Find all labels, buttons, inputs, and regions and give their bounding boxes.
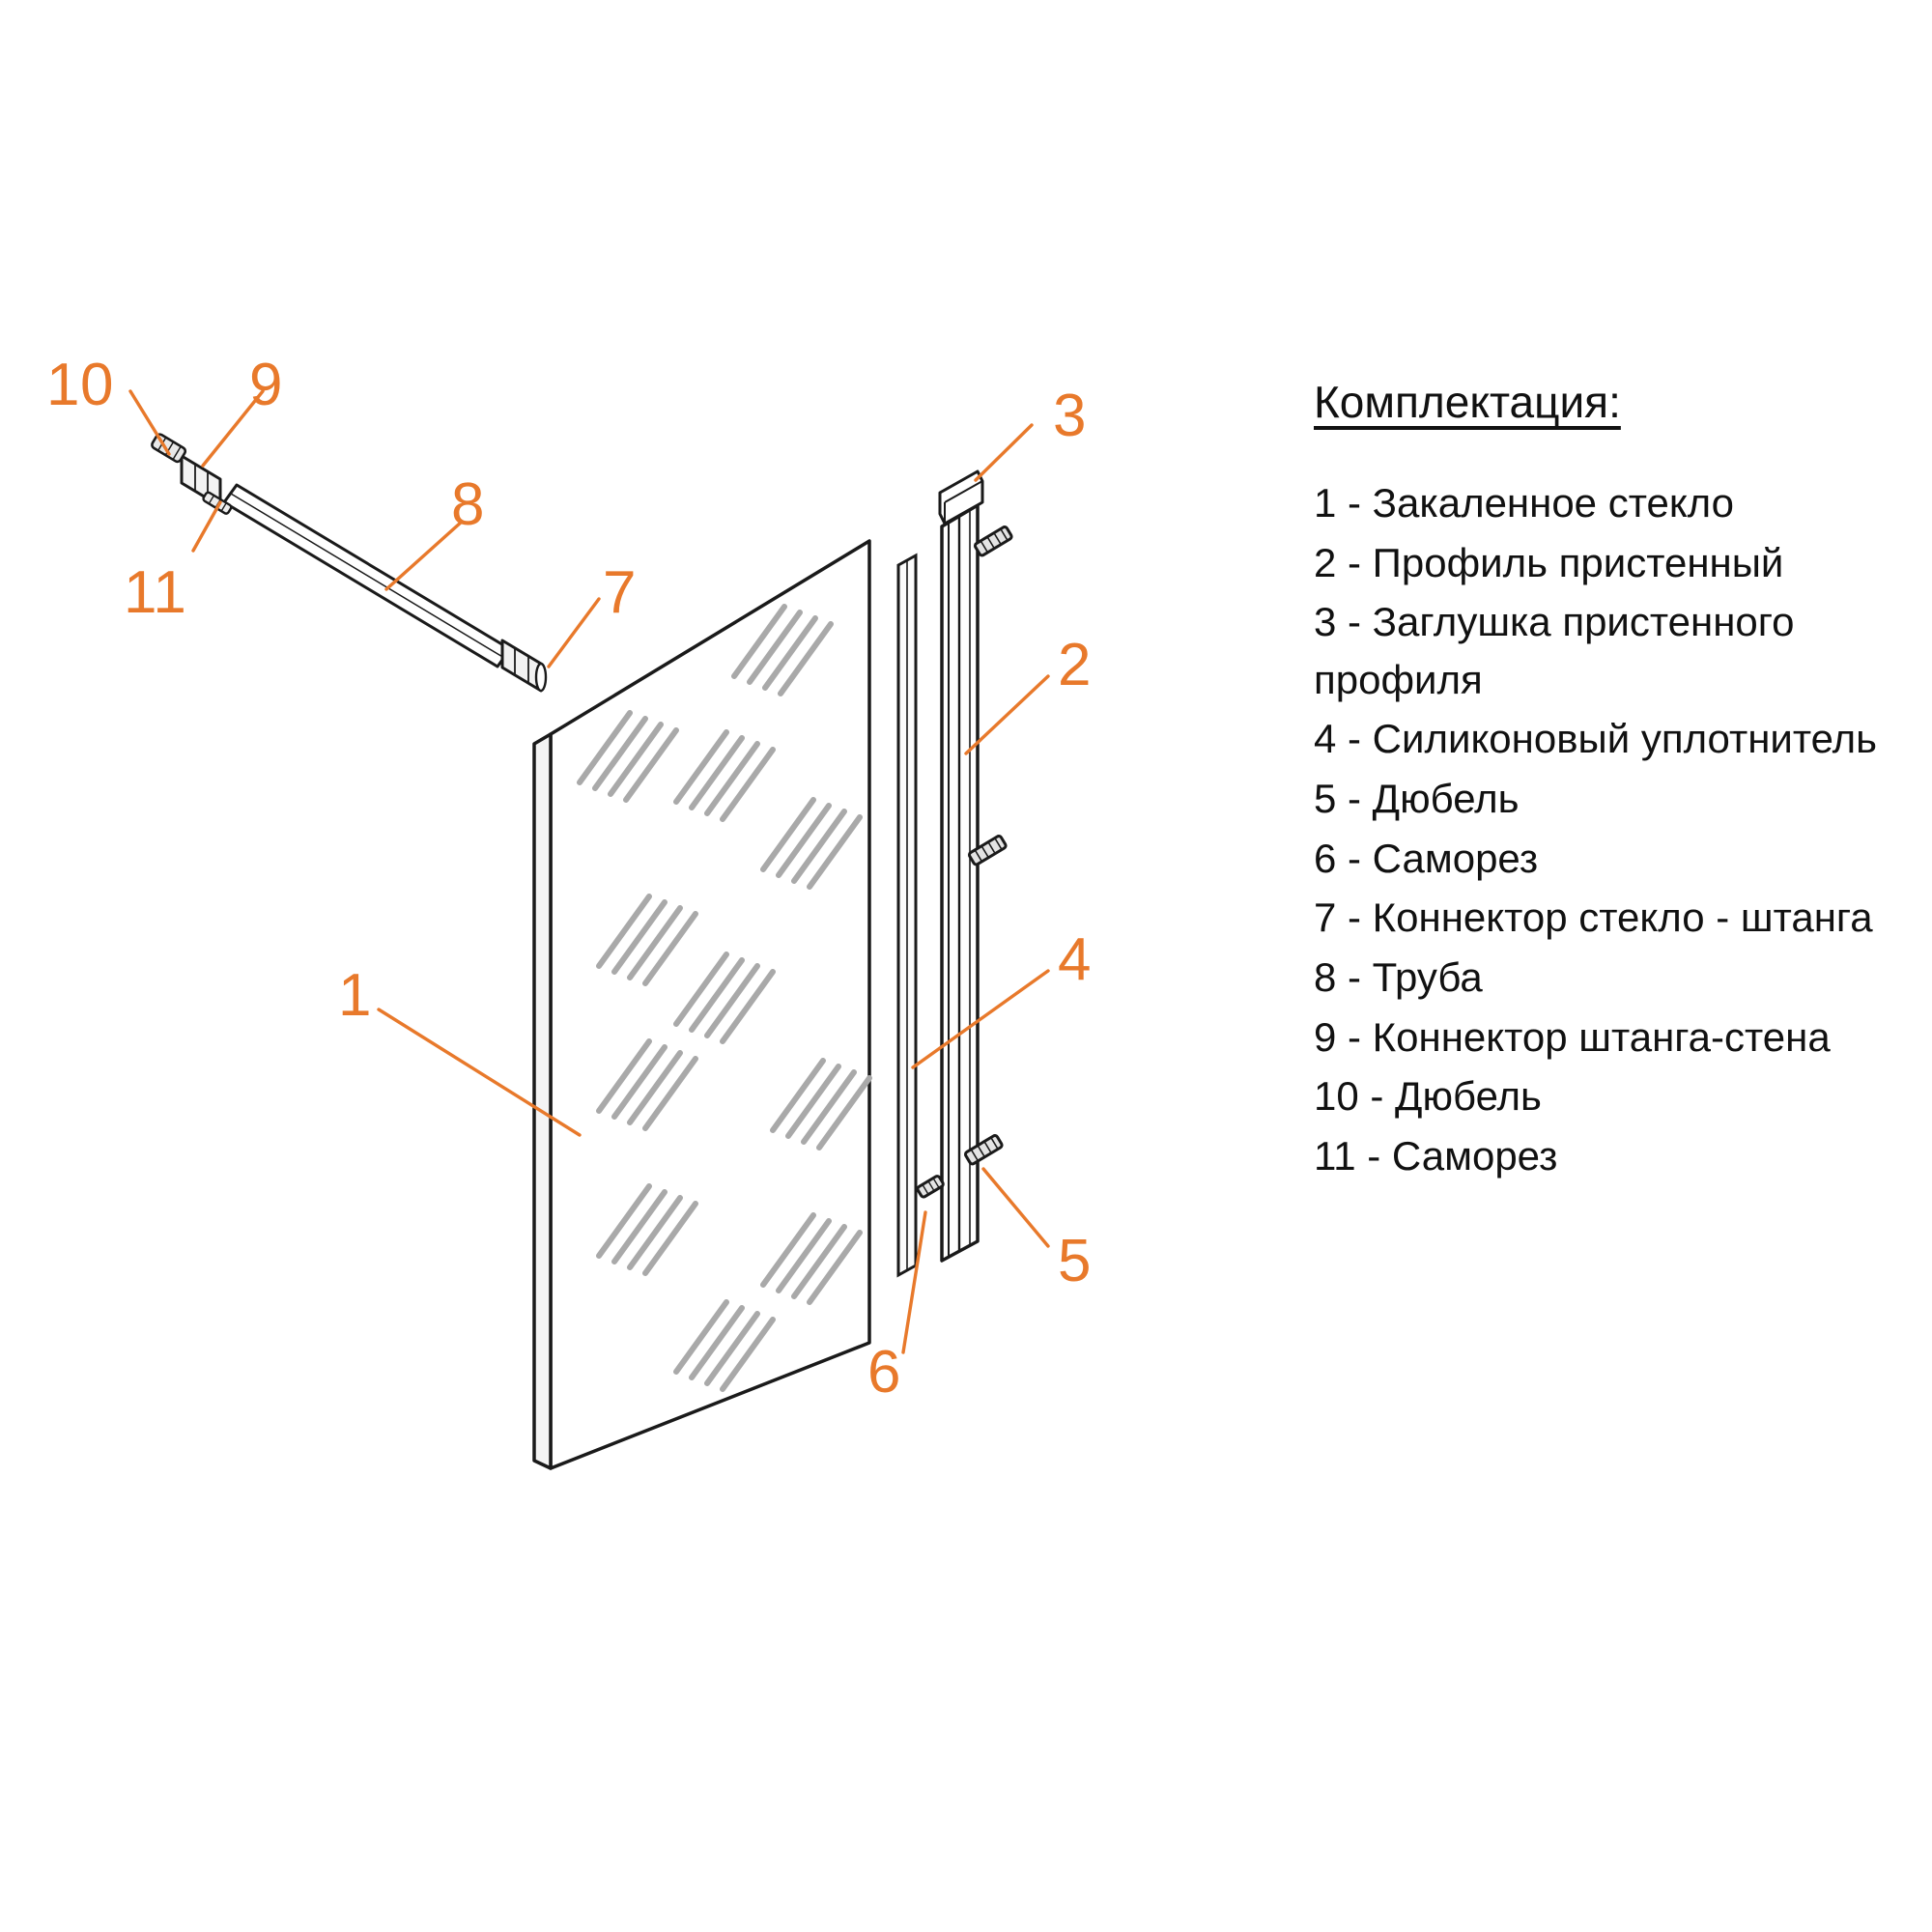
- legend-item-3: 3 - Заглушка пристенного профиля: [1314, 599, 1795, 702]
- callout-11: 11: [124, 559, 187, 626]
- callout-6: 6: [867, 1339, 901, 1406]
- callout-4: 4: [1058, 926, 1092, 993]
- legend-item-9: 9 - Коннектор штанга-стена: [1314, 1013, 1831, 1060]
- glass-bar-connector: [502, 640, 546, 691]
- silicone-seal: [898, 555, 916, 1275]
- legend-item-4: 4 - Силиконовый уплотнитель: [1314, 716, 1877, 762]
- legend-item-10: 10 - Дюбель: [1314, 1073, 1542, 1120]
- callout-8: 8: [451, 471, 485, 538]
- legend-item-6: 6 - Саморез: [1314, 835, 1539, 881]
- callout-1: 1: [338, 962, 372, 1029]
- legend-title: Комплектация:: [1314, 377, 1621, 427]
- legend-item-5: 5 - Дюбель: [1314, 776, 1520, 822]
- legend-item-2: 2 - Профиль пристенный: [1314, 539, 1784, 585]
- legend-item-7: 7 - Коннектор стекло - штанга: [1314, 895, 1873, 941]
- legend-panel: [1314, 377, 1893, 1186]
- callout-2: 2: [1058, 632, 1092, 698]
- glass-panel: [534, 541, 869, 1468]
- callout-7: 7: [603, 559, 637, 626]
- legend-item-1: 1 - Закаленное стекло: [1314, 479, 1735, 526]
- legend-item-11: 11 - Саморез: [1314, 1132, 1558, 1179]
- callout-5: 5: [1058, 1228, 1092, 1294]
- bar-dowel: [151, 433, 186, 463]
- callout-9: 9: [249, 352, 283, 418]
- callout-3: 3: [1053, 383, 1087, 449]
- support-bar-assembly: [151, 433, 546, 691]
- callout-10: 10: [46, 352, 114, 418]
- legend-item-8: 8 - Труба: [1314, 953, 1483, 1000]
